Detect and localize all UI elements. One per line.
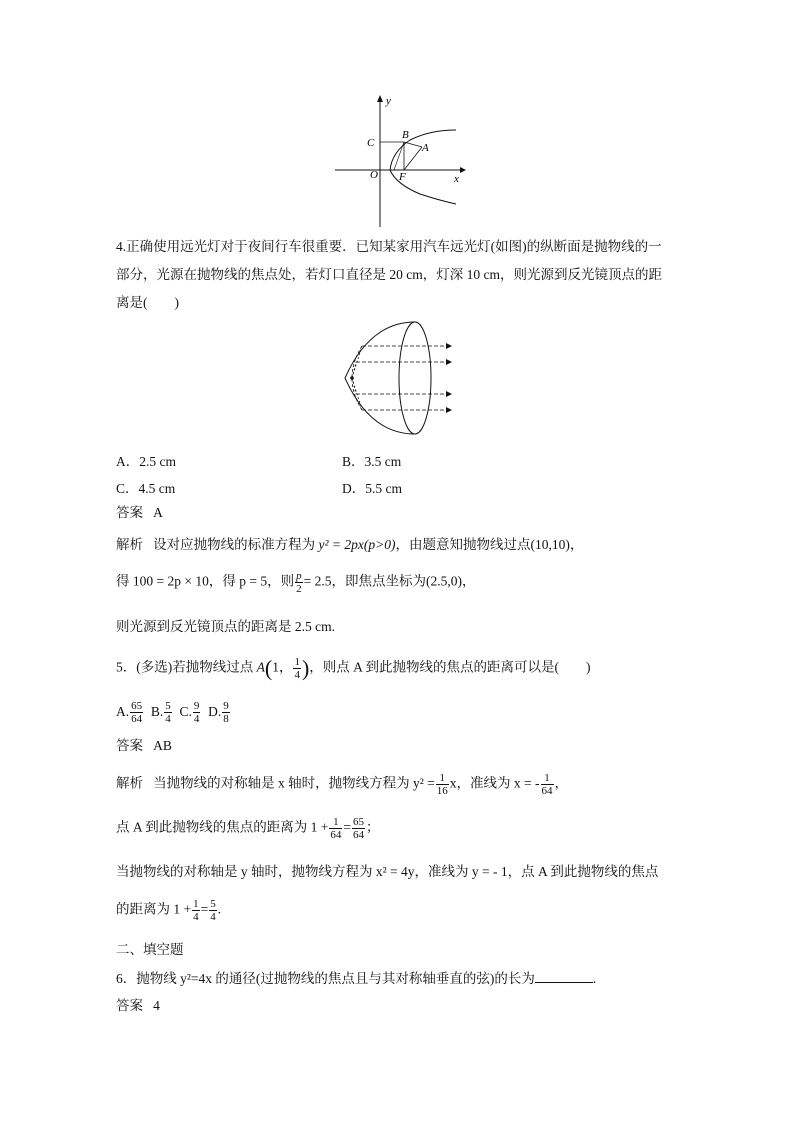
q4-stem-line2: 部分，光源在抛物线的焦点处，若灯口直径是 20 cm，灯深 10 cm，则光源到反光镜顶点的距 xyxy=(116,267,662,282)
denominator: 64 xyxy=(541,785,553,797)
analysis-text: 设对应抛物线的标准方程为 xyxy=(153,537,319,552)
numerator: 65 xyxy=(353,816,364,828)
q5-option-d xyxy=(208,700,231,725)
point-a-label: A xyxy=(422,142,429,154)
fraction xyxy=(352,816,365,841)
fraction xyxy=(329,816,342,841)
analysis-text: . xyxy=(217,901,222,917)
numerator: 9 xyxy=(223,700,229,712)
headlight-reflector-figure xyxy=(330,316,460,441)
numerator: 1 xyxy=(193,898,199,910)
q5-answer xyxy=(116,736,172,756)
q5-stem: 5．(多选)若抛物线过点 A(1， $\frac{1}{4}$ )，则点 A 到此抛物线的焦点的距离可以是( ) xyxy=(116,655,591,681)
analysis-label: 解析 xyxy=(116,775,143,791)
q5-option-b xyxy=(150,700,173,725)
fraction xyxy=(295,570,303,595)
q5-analysis-line1 xyxy=(116,772,568,797)
numerator: 1 xyxy=(329,816,342,829)
analysis-text: = 2.5，即焦点坐标为(2.5,0)， xyxy=(303,573,476,589)
q5-analysis-line3: 当抛物线的对称轴是 y 轴时，抛物线方程为 x² = 4y，准线为 y = - 1，点 A 到此抛物线的焦点 xyxy=(116,864,659,879)
analysis-formula: y² = 2px(p>0) xyxy=(318,537,396,552)
denominator: 64 xyxy=(330,829,342,841)
q6-stem-text: 6．抛物线 y²=4x 的通径(过抛物线的焦点且与其对称轴垂直的弦)的长为 xyxy=(116,971,535,986)
origin-label: O xyxy=(370,169,378,181)
q4-analysis-line1 xyxy=(116,535,583,555)
option-letter: C. xyxy=(179,703,192,719)
q4-analysis-line3: 则光源到反光镜顶点的距离是 2.5 cm. xyxy=(116,619,335,634)
denominator: 64 xyxy=(353,829,364,841)
numerator: 5 xyxy=(210,898,216,910)
option-letter: B. xyxy=(150,703,164,719)
answer-value: A xyxy=(153,505,163,520)
numerator: 5 xyxy=(165,700,171,712)
answer-label: 答案 xyxy=(116,505,143,520)
answer-blank xyxy=(535,968,593,983)
q5-stem-text: 5．(多选)若抛物线过点 xyxy=(116,659,257,675)
point-name: A xyxy=(256,659,265,675)
q5-options xyxy=(116,700,231,725)
analysis-text: ，由题意知抛物线过点(10,10)， xyxy=(395,537,584,552)
analysis-text: x，准线为 x = - xyxy=(449,775,540,791)
option-letter: D. xyxy=(208,703,222,719)
fraction xyxy=(541,772,554,797)
fraction xyxy=(436,772,449,797)
numerator: 1 xyxy=(541,772,554,785)
parabola-coordinate-figure xyxy=(330,92,470,232)
analysis-text: 的距离为 1 + xyxy=(116,901,192,917)
x-axis-label: x xyxy=(454,173,459,185)
focus-label: F xyxy=(399,171,406,183)
denominator: 8 xyxy=(223,713,229,725)
q5-option-c xyxy=(179,700,202,725)
denominator: 4 xyxy=(294,669,300,681)
denominator: 4 xyxy=(193,911,199,923)
analysis-text: 当抛物线的对称轴是 x 轴时，抛物线方程为 y² = xyxy=(153,775,435,791)
fraction xyxy=(293,656,301,681)
q4-option-a: A．2.5 cm xyxy=(116,454,176,469)
denominator: 16 xyxy=(436,785,448,797)
fraction xyxy=(130,700,143,725)
answer-label: 答案 xyxy=(116,738,143,753)
q6-stem xyxy=(116,968,596,989)
analysis-text: ， xyxy=(554,775,569,791)
answer-value: 4 xyxy=(153,998,160,1013)
q6-stem-text: . xyxy=(592,971,597,986)
answer-label: 答案 xyxy=(116,998,143,1013)
y-axis-label: y xyxy=(386,95,391,107)
analysis-label: 解析 xyxy=(116,537,143,552)
fraction xyxy=(209,898,217,923)
denominator: 4 xyxy=(193,713,200,725)
point-b-label: B xyxy=(402,129,409,141)
analysis-text: 得 100 = 2p × 10，得 p = 5，则 xyxy=(116,573,295,589)
analysis-text: ； xyxy=(366,819,380,835)
numerator: 1 xyxy=(436,772,449,785)
q6-answer xyxy=(116,996,160,1016)
denominator: 2 xyxy=(296,583,302,595)
numerator: 65 xyxy=(131,700,143,712)
option-letter: A. xyxy=(116,703,130,719)
q5-analysis-line2 xyxy=(116,816,380,841)
q4-analysis-line2 xyxy=(116,570,475,595)
denominator: 4 xyxy=(165,713,171,725)
fraction xyxy=(193,700,201,725)
denominator: 64 xyxy=(131,713,143,725)
numerator: 1 xyxy=(294,656,300,668)
answer-value: AB xyxy=(153,738,172,753)
point-c-label: C xyxy=(367,137,375,149)
fraction xyxy=(222,700,230,725)
numerator: p xyxy=(296,570,302,582)
q5-option-a xyxy=(116,700,144,725)
q4-option-b: B．3.5 cm xyxy=(342,454,402,469)
equals-sign: = xyxy=(200,901,209,917)
q4-answer xyxy=(116,503,163,523)
section-title: 二、填空题 xyxy=(116,942,184,957)
denominator: 4 xyxy=(210,911,216,923)
q5-analysis-line4 xyxy=(116,898,221,923)
q4-option-d: D．5.5 cm xyxy=(342,481,402,496)
q4-stem-line1: 4.正确使用远光灯对于夜间行车很重要．已知某家用汽车远光灯(如图)的纵断面是抛物线的一 xyxy=(116,239,662,254)
q4-option-c: C．4.5 cm xyxy=(116,481,176,496)
fraction xyxy=(164,700,172,725)
numerator: 9 xyxy=(193,700,200,712)
analysis-text: 点 A 到此抛物线的焦点的距离为 1 + xyxy=(116,819,329,835)
fraction xyxy=(192,898,200,923)
q5-stem-text: ，则点 A 到此抛物线的焦点的距离可以是( ) xyxy=(309,659,591,675)
q4-stem-line3: 离是( ) xyxy=(116,295,179,310)
point-x: 1， xyxy=(272,659,293,675)
equals-sign: = xyxy=(343,819,351,835)
